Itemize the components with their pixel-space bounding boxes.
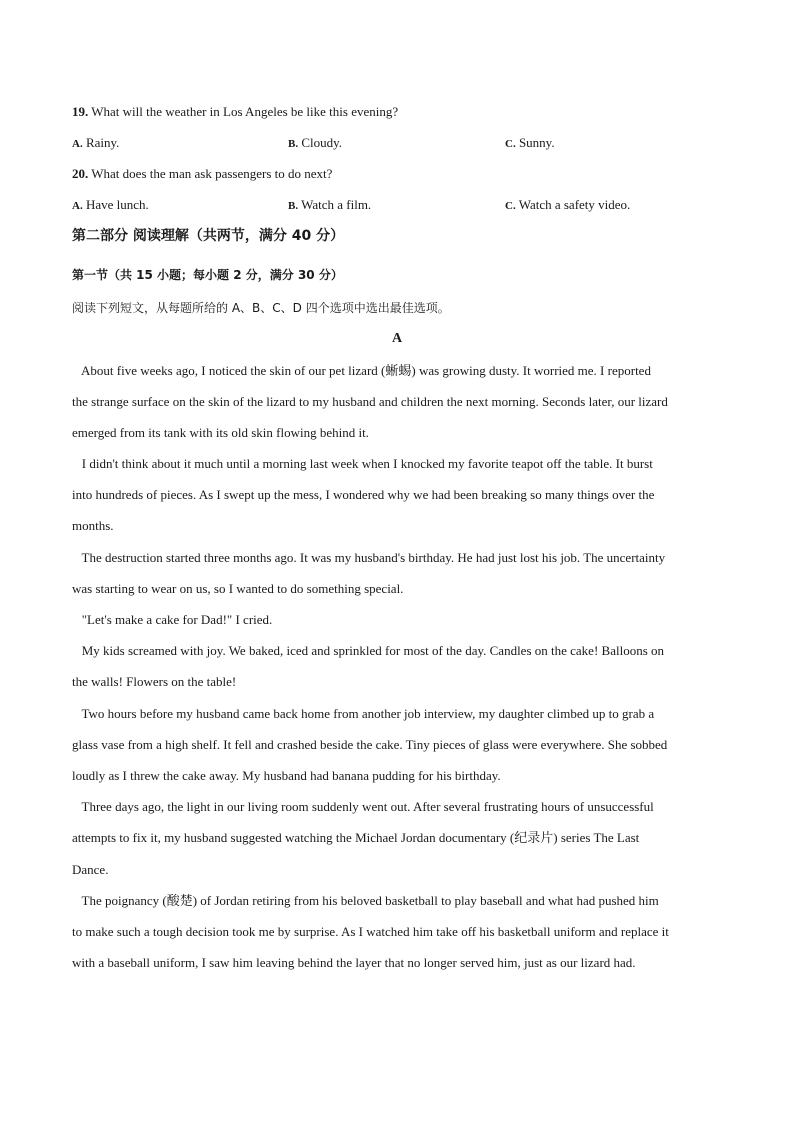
question-number: 20. [72, 166, 89, 181]
option-19-b [288, 135, 342, 152]
passage-line: Two hours before my husband came back home from another job interview, my daughter climbed up to grab a [72, 706, 655, 721]
option-text: Watch a film. [301, 197, 372, 212]
passage-line: About five weeks ago, I noticed the skin of our pet lizard (蜥蜴) was growing dusty. It worried me. I reported [72, 363, 651, 378]
option-text: Watch a safety video. [518, 197, 631, 212]
question-20 [72, 166, 332, 182]
passage-line: attempts to fix it, my husband suggested watching the Michael Jordan documentary (纪录片) series The Last [72, 830, 640, 845]
passage-line: My kids screamed with joy. We baked, iced and sprinkled for most of the day. Candles on the cake! Balloons on [72, 643, 665, 658]
section-instruction: 阅读下列短文，从每题所给的 A、B、C、D 四个选项中选出最佳选项。 [72, 301, 450, 315]
passage-line: months. [72, 518, 114, 533]
passage-line: the strange surface on the skin of the lizard to my husband and children the next morning. Seconds later, our lizard [72, 394, 668, 409]
passage-line: The poignancy (酸楚) of Jordan retiring from his beloved basketball to play baseball and what had pushed him [72, 893, 659, 908]
passage-line: I didn't think about it much until a morning last week when I knocked my favorite teapot off the table. It burst [72, 456, 653, 471]
option-20-c [505, 197, 630, 214]
passage-line: glass vase from a high shelf. It fell and crashed beside the cake. Tiny pieces of glass were everywhere. She sobbed [72, 737, 668, 752]
option-letter: B. [288, 138, 299, 150]
option-19-c [505, 135, 555, 152]
option-letter: A. [72, 200, 83, 212]
passage-line: loudly as I threw the cake away. My husband had banana pudding for his birthday. [72, 768, 501, 783]
passage-line: emerged from its tank with its old skin flowing behind it. [72, 425, 369, 440]
option-text: Sunny. [518, 135, 555, 150]
passage-line: to make such a tough decision took me by surprise. As I watched him take off his basketball uniform and replace it [72, 924, 669, 939]
option-letter: C. [505, 138, 516, 150]
question-19 [72, 104, 398, 120]
passage-line: The destruction started three months ago. It was my husband's birthday. He had just lost his job. The uncertainty [72, 550, 666, 565]
passage-line: Three days ago, the light in our living room suddenly went out. After several frustrating hours of unsuccessful [72, 799, 654, 814]
option-20-b [288, 197, 371, 214]
passage-line: with a baseball uniform, I saw him leaving behind the layer that no longer served him, just as our lizard had. [72, 955, 636, 970]
question-text: What does the man ask passengers to do next? [91, 166, 333, 181]
passage-title: A [391, 331, 403, 346]
option-20-a [72, 197, 149, 214]
section-heading: 第二部分 阅读理解（共两节，满分 40 分） [72, 228, 345, 244]
option-19-a [72, 135, 119, 152]
passage-line: "Let's make a cake for Dad!" I cried. [72, 612, 273, 627]
section-subheading: 第一节（共 15 小题；每小题 2 分，满分 30 分） [72, 268, 343, 282]
option-letter: A. [72, 138, 83, 150]
option-text: Cloudy. [301, 135, 343, 150]
passage-line: into hundreds of pieces. As I swept up the mess, I wondered why we had been breaking so many things over the [72, 487, 655, 502]
question-text: What will the weather in Los Angeles be like this evening? [91, 104, 399, 119]
question-number: 19. [72, 104, 89, 119]
passage-line: Dance. [72, 862, 109, 877]
option-text: Have lunch. [85, 197, 149, 212]
passage-line: the walls! Flowers on the table! [72, 674, 237, 689]
passage-line: was starting to wear on us, so I wanted to do something special. [72, 581, 404, 596]
option-text: Rainy. [85, 135, 120, 150]
option-letter: B. [288, 200, 299, 212]
option-letter: C. [505, 200, 516, 212]
